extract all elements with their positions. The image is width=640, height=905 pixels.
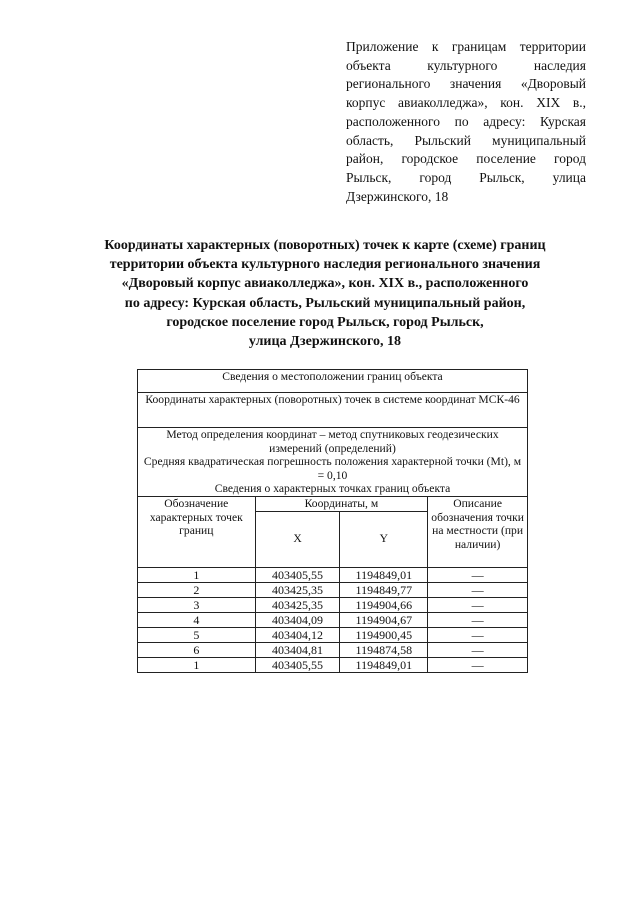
points-header-text: Сведения о характерных точках границ объекта bbox=[214, 482, 451, 496]
point-number: 4 bbox=[138, 612, 256, 627]
document-title bbox=[60, 236, 590, 351]
y-value: 1194849,01 bbox=[340, 567, 428, 582]
y-value: 1194904,67 bbox=[340, 612, 428, 627]
point-number: 3 bbox=[138, 597, 256, 612]
accuracy-text: Средняя квадратическая погрешность положения характерной точки (Mt), м = 0,10 bbox=[143, 455, 522, 482]
point-number: 2 bbox=[138, 582, 256, 597]
description-value: — bbox=[428, 657, 528, 672]
title-line: территории объекта культурного наследия регионального значения bbox=[109, 257, 541, 273]
x-value: 403425,35 bbox=[255, 582, 340, 597]
point-number: 5 bbox=[138, 627, 256, 642]
table-row bbox=[138, 642, 528, 657]
appendix-text: Приложение к границам территории объекта культурного наследия регионального значения «Дворовый корпус авиаколледжа», кон. XIX в., расположенного по адресу: Курская область, Рыльский муниципальный район, городское поселение город Рыльск, город Рыльск, улица Дзержинского, 18 bbox=[346, 39, 586, 204]
x-value: 403405,55 bbox=[255, 657, 340, 672]
point-number: 1 bbox=[138, 567, 256, 582]
coord-system-cell: Координаты характерных (поворотных) точек в системе координат МСК-46 bbox=[138, 393, 528, 428]
table-row bbox=[138, 627, 528, 642]
coordinates-table bbox=[137, 369, 528, 673]
method-text: Метод определения координат – метод спутниковых геодезических измерений (определений) bbox=[166, 428, 499, 455]
description-header: Описание обозначения точки на местности (при наличии) bbox=[428, 496, 528, 567]
description-value: — bbox=[428, 627, 528, 642]
title-line: Координаты характерных (поворотных) точек к карте (схеме) границ bbox=[104, 238, 546, 253]
description-value: — bbox=[428, 567, 528, 582]
x-header: X bbox=[255, 511, 340, 567]
table-row bbox=[138, 657, 528, 672]
table-row bbox=[138, 567, 528, 582]
y-value: 1194874,58 bbox=[340, 642, 428, 657]
title-line: улица Дзержинского, 18 bbox=[248, 334, 402, 350]
description-value: — bbox=[428, 597, 528, 612]
title-line: по адресу: Курская область, Рыльский муниципальный район, bbox=[124, 295, 526, 311]
appendix-note bbox=[346, 38, 586, 206]
x-value: 403425,35 bbox=[255, 597, 340, 612]
x-value: 403404,12 bbox=[255, 627, 340, 642]
coords-header: Координаты, м bbox=[255, 496, 428, 511]
y-value: 1194849,01 bbox=[340, 657, 428, 672]
table-row bbox=[138, 597, 528, 612]
table-row bbox=[138, 582, 528, 597]
location-header-cell: Сведения о местоположении границ объекта bbox=[138, 370, 528, 393]
designation-header: Обозначение характерных точек границ bbox=[138, 496, 256, 567]
description-value: — bbox=[428, 642, 528, 657]
method-cell bbox=[138, 428, 528, 497]
point-number: 1 bbox=[138, 657, 256, 672]
title-line: городское поселение город Рыльск, город Рыльск, bbox=[166, 314, 484, 330]
point-number: 6 bbox=[138, 642, 256, 657]
x-value: 403404,81 bbox=[255, 642, 340, 657]
y-value: 1194900,45 bbox=[340, 627, 428, 642]
y-value: 1194904,66 bbox=[340, 597, 428, 612]
x-value: 403405,55 bbox=[255, 567, 340, 582]
y-value: 1194849,77 bbox=[340, 582, 428, 597]
description-value: — bbox=[428, 612, 528, 627]
description-value: — bbox=[428, 582, 528, 597]
title-line: «Дворовый корпус авиаколледжа», кон. XIX в., расположенного bbox=[121, 276, 529, 292]
table-row bbox=[138, 612, 528, 627]
y-header: Y bbox=[340, 511, 428, 567]
x-value: 403404,09 bbox=[255, 612, 340, 627]
